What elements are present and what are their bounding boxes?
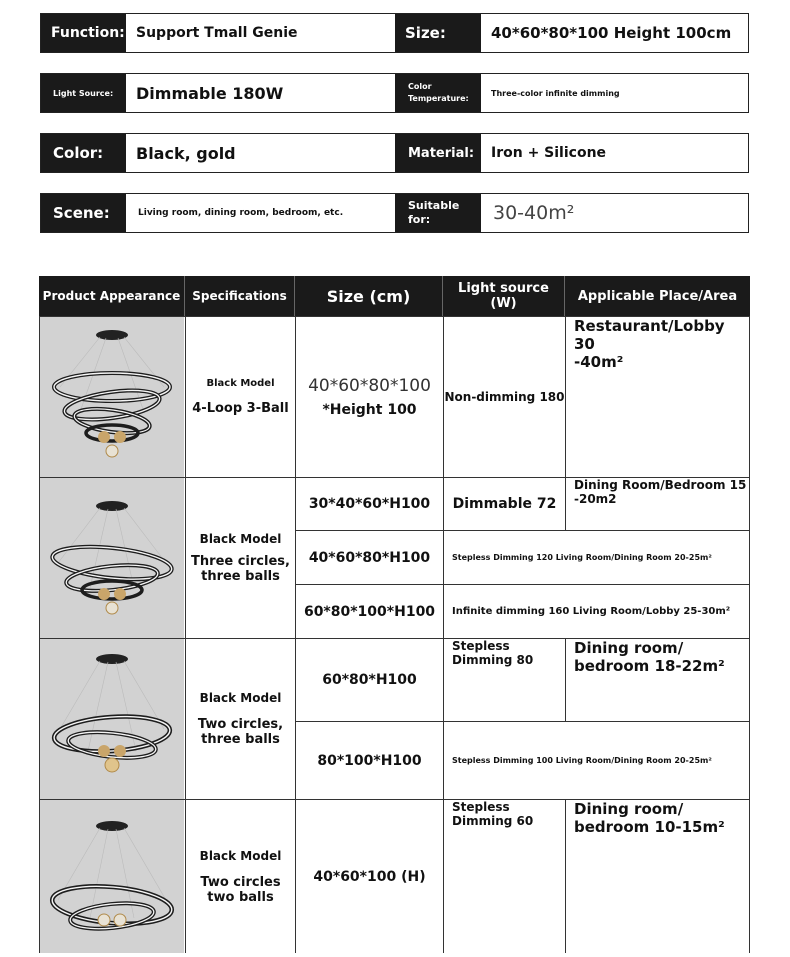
spec-value-color-temperature: Three-color infinite dimming <box>491 88 620 98</box>
spec-label-color-temperature-line1: Color <box>408 82 432 91</box>
spec-label-color-temperature <box>395 74 481 112</box>
row2-spec-b: three balls <box>201 569 280 584</box>
spec-value-suitable-for: 30-40m² <box>493 202 575 224</box>
spec-label-color: Color: <box>41 134 126 172</box>
row2b-merged: Stepless Dimming 120 Living Room/Dining Room 20-25m² <box>444 531 749 584</box>
row2c-size: 60*80*100*H100 <box>303 603 436 620</box>
spec-value-function: Support Tmall Genie <box>136 25 298 41</box>
header-size: Size (cm) <box>295 276 443 316</box>
spec-label-light-source: Light Source: <box>41 74 126 112</box>
row4-place <box>566 800 749 953</box>
spec-label-suitable-for <box>395 194 481 232</box>
row4-spec-b: two balls <box>207 889 274 905</box>
product-image-2 <box>40 478 184 638</box>
row1-spec <box>186 317 295 477</box>
row3a-size: 60*80*H100 <box>322 672 417 688</box>
spec-label-suitable-for-line2: for: <box>408 213 431 226</box>
row4-light <box>444 800 565 953</box>
spec-label-color-temperature-line2: Temperature: <box>408 94 469 103</box>
row2c-merged: Infinite dimming 160 Living Room/Lobby 25-30m² <box>444 585 749 638</box>
row2a-place-a: Dining Room/Bedroom 15 <box>574 478 747 492</box>
row1-place-b: -40m² <box>574 353 624 371</box>
spec-value-light-source: Dimmable 180W <box>136 83 284 103</box>
grid-line <box>39 316 40 953</box>
row1-size-a: 40*60*80*100 <box>308 376 431 396</box>
header-specifications: Specifications <box>185 276 295 316</box>
chandelier-two-circles-three-balls-icon <box>40 639 184 799</box>
row4-size: 40*60*100 (H) <box>313 868 426 885</box>
spec-value-scene: Living room, dining room, bedroom, etc. <box>138 208 344 218</box>
row1-size <box>296 317 443 477</box>
row1-place-a: Restaurant/Lobby 30 <box>574 317 725 353</box>
row4-model: Black Model <box>199 848 282 863</box>
row3-model: Black Model <box>199 691 282 705</box>
spec-label-scene: Scene: <box>41 194 126 232</box>
chandelier-two-circles-two-balls-icon <box>40 800 184 953</box>
spec-label-size: Size: <box>395 14 481 52</box>
grid-line <box>749 316 750 953</box>
row2-spec-a: Three circles, <box>191 554 290 569</box>
row3a-light <box>444 639 565 721</box>
row3a-place-a: Dining room/ <box>574 639 684 657</box>
chandelier-three-circles-icon <box>40 478 184 638</box>
row3-spec <box>186 639 295 799</box>
row2a-place-b: -20m2 <box>574 492 617 506</box>
product-image-3 <box>40 639 184 799</box>
row2-model: Black Model <box>199 532 282 546</box>
row1-size-b: *Height 100 <box>322 402 417 418</box>
product-table <box>39 276 750 953</box>
product-image-4 <box>40 800 184 953</box>
product-image-1 <box>40 317 184 477</box>
row2a-place <box>566 478 749 530</box>
row4-spec-a: Two circles <box>200 874 281 890</box>
chandelier-4-loop-icon <box>40 317 184 477</box>
header-applicable-place: Applicable Place/Area <box>565 276 750 316</box>
row4-light-b: Dimming 60 <box>452 814 534 828</box>
row2a-light: Dimmable 72 <box>452 496 557 512</box>
row3-spec-a: Two circles, <box>197 717 284 732</box>
spec-row-scene <box>40 193 749 233</box>
header-product-appearance: Product Appearance <box>39 276 185 316</box>
row3b-size: 80*100*H100 <box>317 752 422 769</box>
spec-label-material: Material: <box>395 134 481 172</box>
spec-label-function: Function: <box>41 14 126 52</box>
spec-row-function <box>40 13 749 53</box>
spec-label-suitable-for-line1: Suitable <box>408 199 460 212</box>
spec-value-size: 40*60*80*100 Height 100cm <box>491 24 732 42</box>
row2a-size: 30*40*60*H100 <box>308 496 431 512</box>
row4-place-a: Dining room/ <box>574 800 684 818</box>
row4-place-b: bedroom 10-15m² <box>574 818 725 836</box>
row3a-light-b: Dimming 80 <box>452 653 534 667</box>
row2-spec <box>186 478 295 638</box>
header-light-source: Light source (W) <box>443 276 565 316</box>
row1-light: Non-dimming 180 <box>444 390 565 404</box>
spec-value-material: Iron + Silicone <box>491 145 607 161</box>
row1-place <box>566 317 749 477</box>
row3a-place <box>566 639 749 721</box>
row1-model: Black Model <box>206 378 275 389</box>
spec-row-light-source <box>40 73 749 113</box>
row3a-place-b: bedroom 18-22m² <box>574 657 725 675</box>
row3-spec-b: three balls <box>201 732 280 747</box>
row2b-size: 40*60*80*H100 <box>308 549 431 566</box>
row4-spec <box>186 800 295 953</box>
row3a-light-a: Stepless <box>452 639 510 653</box>
row3b-merged: Stepless Dimming 100 Living Room/Dining Room 20-25m² <box>444 722 749 799</box>
spec-value-color: Black, gold <box>136 143 236 163</box>
row1-spec-text: 4-Loop 3-Ball <box>192 401 289 416</box>
spec-row-color <box>40 133 749 173</box>
row4-light-a: Stepless <box>452 800 510 814</box>
